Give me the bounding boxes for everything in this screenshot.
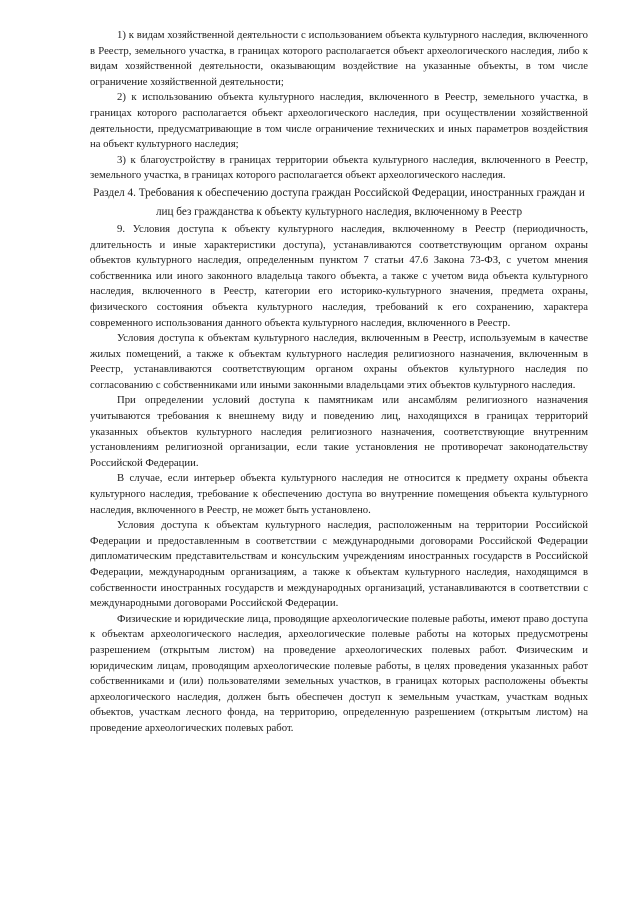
section-heading: Раздел 4. Требования к обеспечению доступа граждан Российской Федерации, иностранных граждан и лиц без гражданства к объекту культурного наследия, включенному в Реестр xyxy=(93,186,585,218)
paragraph-access-residential: Условия доступа к объектам культурного наследия, включенным в Реестр, используемым в качестве жилых помещений, а также к объектам культурного наследия религиозного назначения, включенным в Реестр, устанавливаются соответствующим органом охраны объектов культурного наследия по согласованию с собственниками или иными законными владельцами этих объектов культурного наследия. xyxy=(90,332,588,391)
document-page xyxy=(90,28,588,737)
list-item-3: 3) к благоустройству в границах территории объекта культурного наследия, включенного в Реестр, земельного участка, в границах которого располагается объект археологического наследия. xyxy=(90,153,588,182)
paragraph-interior: В случае, если интерьер объекта культурного наследия не относится к предмету охраны объекта культурного наследия, требование к обеспечению доступа во внутренние помещения объекта культурного наследия, включенного в Реестр, не может быть установлено. xyxy=(90,472,588,516)
paragraph-archaeological: Физические и юридические лица, проводящие археологические полевые работы, имеют право доступа к объектам археологического наследия, археологические полевые работы на которых предусмотрены разрешением (открытым листом) на проведение археологических полевых работ. Физическим и юридическим лицам, проводящим археологические полевые работы, в целях проведения указанных работ собственниками и (или) пользователями земельных участков, в границах которых расположены объекты археологического наследия, должен быть обеспечен доступ к земельным участкам, участкам водных объектов, участкам лесного фонда, на территорию, определенную разрешением (открытым листом) на проведение археологических полевых работ. xyxy=(90,612,588,734)
list-item-1: 1) к видам хозяйственной деятельности с использованием объекта культурного наследия, включенного в Реестр, земельного участка, в границах которого располагается объект археологического наследия, либо к видам хозяйственной деятельности, оказывающим воздействие на указанные объекты, в том числе ограничение хозяйственной деятельности; xyxy=(90,29,588,88)
paragraph-9: 9. Условия доступа к объекту культурного наследия, включенному в Реестр (периодичность, длительность и иные характеристики доступа), устанавливаются соответствующим органом охраны объектов культурного наследия, определенным пунктом 7 статьи 47.6 Закона 73-ФЗ, с учетом мнения собственника или иного законного владельца такого объекта, а также с учетом вида объекта культурного наследия, включенного в Реестр, категории его историко-культурного значения, предмета охраны, физического состояния объекта культурного наследия, требований к его сохранению, характера современного использования данного объекта культурного наследия, включенного в Реестр. xyxy=(90,222,588,329)
paragraph-international: Условия доступа к объектам культурного наследия, расположенным на территории Российской Федерации и предоставленным в соответствии с международными договорами Российской Федерации дипломатическим представительствам и консульским учреждениям иностранных государств в Российской Федерации, международным организациям, а также к объектам культурного наследия, находящимся в собственности иностранных государств и международных организаций, устанавливаются в соответствии с международными договорами Российской Федерации. xyxy=(90,519,588,610)
paragraph-religious-requirements: При определении условий доступа к памятникам или ансамблям религиозного назначения учитываются требования к внешнему виду и поведению лиц, находящихся в границах территорий указанных объектов культурного наследия религиозного назначения, соответствующие внутренним установлениям религиозной организации, если такие установления не противоречат законодательству Российской Федерации. xyxy=(90,394,588,469)
list-item-2: 2) к использованию объекта культурного наследия, включенного в Реестр, земельного участка, в границах которого располагается объект археологического наследия, при осуществлении хозяйственной деятельности, предусматривающие в том числе ограничение технических и иных параметров воздействия на объект культурного наследия; xyxy=(90,91,588,151)
